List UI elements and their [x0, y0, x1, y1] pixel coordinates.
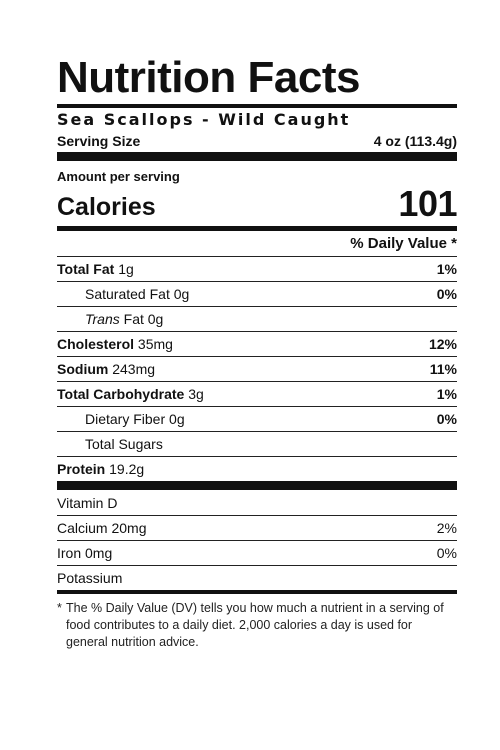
footnote-star: * — [57, 601, 62, 615]
nutrient-name: Sodium — [57, 361, 109, 377]
protein-rule — [57, 481, 457, 490]
amount-per-serving: Amount per serving — [57, 169, 180, 184]
serving-rule — [57, 152, 457, 161]
nutrient-dv: 1% — [436, 386, 457, 402]
nutrient-name: Protein — [57, 461, 106, 477]
nutrient-name: Dietary Fiber — [85, 411, 166, 427]
footnote-rule — [57, 590, 457, 594]
serving-size-label: Serving Size — [57, 133, 141, 149]
vitamin-name: Potassium — [57, 570, 123, 586]
label-title: Nutrition Facts — [57, 53, 360, 102]
calories-row — [57, 183, 457, 224]
nutrient-dv: 1% — [436, 261, 457, 277]
nutrient-row-total-fat — [57, 256, 457, 281]
nutrient-name: Total Sugars — [85, 436, 163, 452]
nutrient-amount: 35mg — [137, 336, 173, 352]
serving-size-row — [57, 131, 457, 151]
nutrient-name: Saturated Fat — [85, 286, 170, 302]
vitamin-name: Iron 0mg — [57, 545, 113, 561]
nutrient-row-protein — [57, 456, 457, 481]
nutrient-name: Total Carbohydrate — [57, 386, 185, 402]
vitamin-name: Vitamin D — [57, 494, 118, 511]
vitamin-dv: 0% — [436, 545, 457, 561]
nutrient-name: Cholesterol — [57, 336, 135, 352]
product-name: Sea Scallops - Wild Caught — [57, 110, 351, 129]
nutrient-row-trans-fat — [57, 306, 457, 331]
nutrient-amount: 0g — [173, 286, 190, 302]
nutrient-dv: 0% — [436, 411, 457, 427]
serving-size-value: 4 oz (113.4g) — [373, 133, 457, 149]
vitamin-dv: 2% — [436, 520, 457, 536]
footnote-text: The % Daily Value (DV) tells you how much a nutrient in a serving of food contributes to a daily diet. 2,000 calories a day is used for general nutrition advice. — [66, 601, 444, 649]
calories-label: Calories — [57, 193, 156, 221]
nutrient-row-total-carbohydrate — [57, 381, 457, 406]
nutrient-amount: 243mg — [112, 361, 156, 377]
nutrient-amount: 0g — [169, 411, 185, 427]
nutrient-amount: 1g — [118, 261, 134, 277]
nutrient-name: Trans — [85, 311, 120, 327]
daily-value-header: % Daily Value * — [350, 235, 457, 252]
nutrient-amount: 19.2g — [109, 461, 145, 477]
nutrient-dv: 11% — [429, 361, 457, 377]
nutrient-amount: Fat 0g — [123, 311, 164, 327]
nutrient-dv: 0% — [436, 286, 457, 302]
nutrition-label — [57, 54, 457, 651]
nutrient-row-dietary-fiber — [57, 406, 457, 431]
nutrient-row-sodium — [57, 356, 457, 381]
vitamin-row-iron — [57, 540, 457, 565]
calories-value: 101 — [398, 183, 457, 224]
vitamin-row-potassium — [57, 565, 457, 590]
nutrient-row-cholesterol — [57, 331, 457, 356]
vitamin-name: Calcium 20mg — [57, 520, 147, 536]
nutrient-row-total-sugars — [57, 431, 457, 456]
nutrient-amount: 3g — [188, 386, 204, 402]
nutrient-name: Total Fat — [57, 261, 115, 277]
nutrient-dv: 12% — [428, 336, 457, 352]
vitamin-row-calcium — [57, 515, 457, 540]
nutrient-row-saturated-fat — [57, 281, 457, 306]
daily-value-footnote — [57, 600, 457, 651]
vitamin-row-vitamin-d — [57, 490, 457, 515]
title-rule — [57, 104, 457, 108]
